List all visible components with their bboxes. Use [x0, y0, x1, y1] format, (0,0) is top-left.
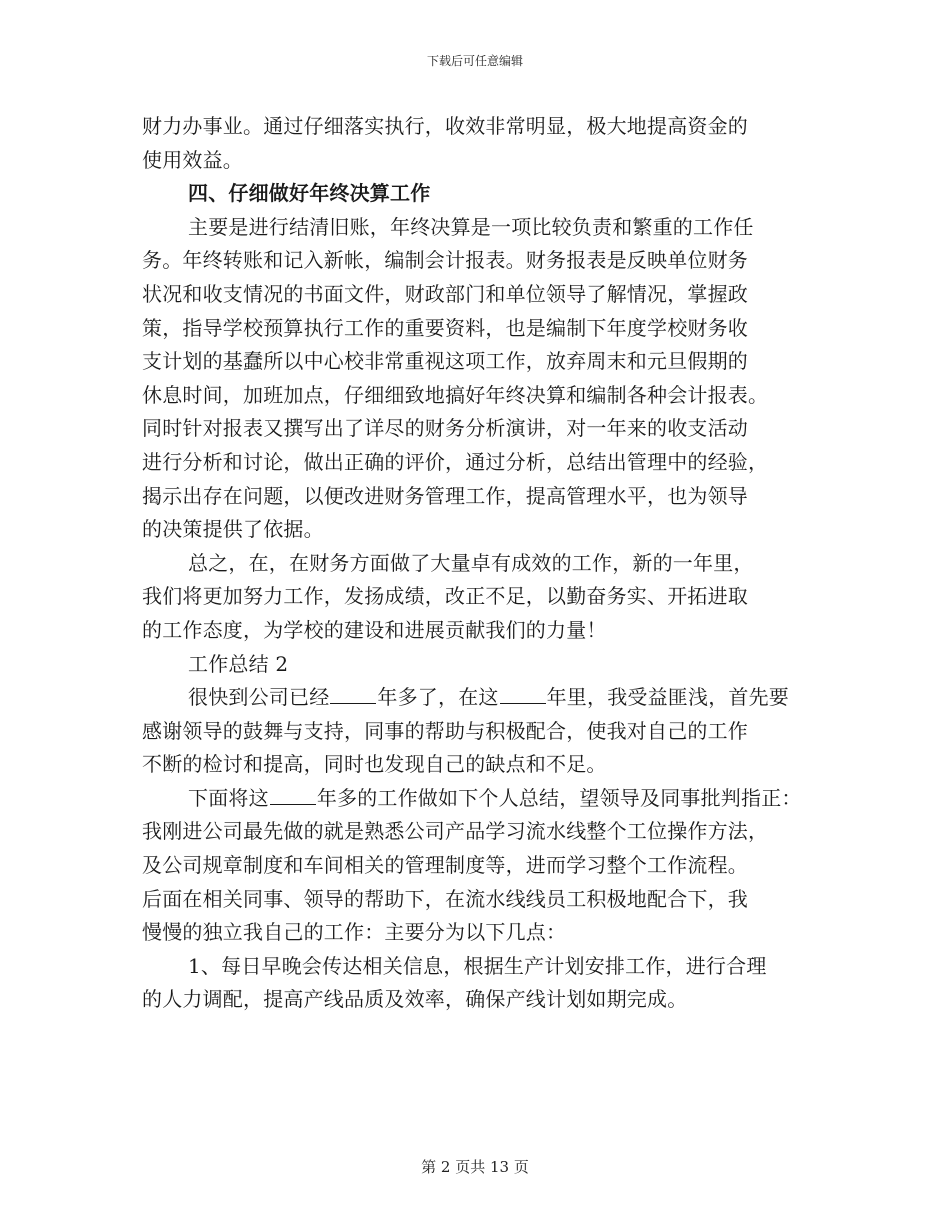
- text-line: 下面将这 年多的工作做如下个人总结，望领导及同事批判指正：: [142, 782, 822, 816]
- text-line: 状况和收支情况的书面文件，财政部门和单位领导了解情况，掌握政: [142, 281, 748, 306]
- text-line: 务。年终转账和记入新帐，编制会计报表。财务报表是反映单位财务: [142, 248, 748, 273]
- fill-in-blank: [500, 681, 546, 704]
- text-line: 进行分析和讨论，做出正确的评价，通过分析，总结出管理中的经验，: [142, 449, 769, 474]
- text-line: 总之，在，在财务方面做了大量卓有成效的工作，新的一年里，: [188, 550, 754, 575]
- text-line: 很快到公司已经 年多了，在这 年里，我受益匪浅，首先要: [142, 681, 822, 715]
- text-line: 的人力调配，提高产线品质及效率，确保产线计划如期完成。: [142, 987, 688, 1012]
- text-line: 策，指导学校预算执行工作的重要资料，也是编制下年度学校财务收: [142, 315, 748, 340]
- fill-in-blank: [270, 782, 316, 805]
- list-item: 1、每日早晚会传达相关信息，根据生产计划安排工作，进行合理: [188, 953, 767, 978]
- section-heading: 四、仔细做好年终决算工作: [188, 181, 431, 206]
- text-line: 感谢领导的鼓舞与支持，同事的帮助与积极配合，使我对自己的工作: [142, 718, 748, 743]
- text-line: 主要是进行结清旧账，年终决算是一项比较负责和繁重的工作任: [188, 214, 754, 239]
- text-line: 不断的检讨和提高，同时也发现自己的缺点和不足。: [142, 752, 607, 777]
- text-line: 财力办事业。通过仔细落实执行，收效非常明显，极大地提高资金的: [142, 114, 748, 138]
- text-line: 我们将更加努力工作，发扬成绩，改正不足，以勤奋务实、开拓进取: [142, 584, 748, 609]
- section-title: 工作总结 2: [188, 651, 289, 676]
- text-line: 后面在相关同事、领导的帮助下，在流水线线员工积极地配合下，我: [142, 886, 748, 911]
- page-footer: 第 2 页共 13 页: [421, 1158, 529, 1176]
- text-line: 的决策提供了依据。: [142, 517, 324, 542]
- fill-in-blank: [330, 681, 376, 704]
- text-line: 休息时间，加班加点，仔细细致地搞好年终决算和编制各种会计报表。: [142, 382, 769, 407]
- text-line: 支计划的基蠢所以中心校非常重视这项工作，放弃周末和元旦假期的: [142, 349, 748, 374]
- page-header: 下载后可任意编辑: [426, 54, 523, 68]
- text-line: 慢慢的独立我自己的工作：主要分为以下几点：: [142, 920, 567, 945]
- text-line: 的工作态度，为学校的建设和进展贡献我们的力量！: [142, 617, 607, 642]
- text-line: 使用效益。: [142, 147, 243, 172]
- text-line: 揭示出存在问题，以便改进财务管理工作，提高管理水平，也为领导: [142, 483, 748, 508]
- text-line: 同时针对报表又撰写出了详尽的财务分析演讲，对一年来的收支活动: [142, 416, 748, 441]
- text-line: 我刚进公司最先做的就是熟悉公司产品学习流水线整个工位操作方法，: [142, 819, 769, 844]
- text-line: 及公司规章制度和车间相关的管理制度等，进而学习整个工作流程。: [142, 853, 748, 878]
- document-body: [142, 110, 822, 1017]
